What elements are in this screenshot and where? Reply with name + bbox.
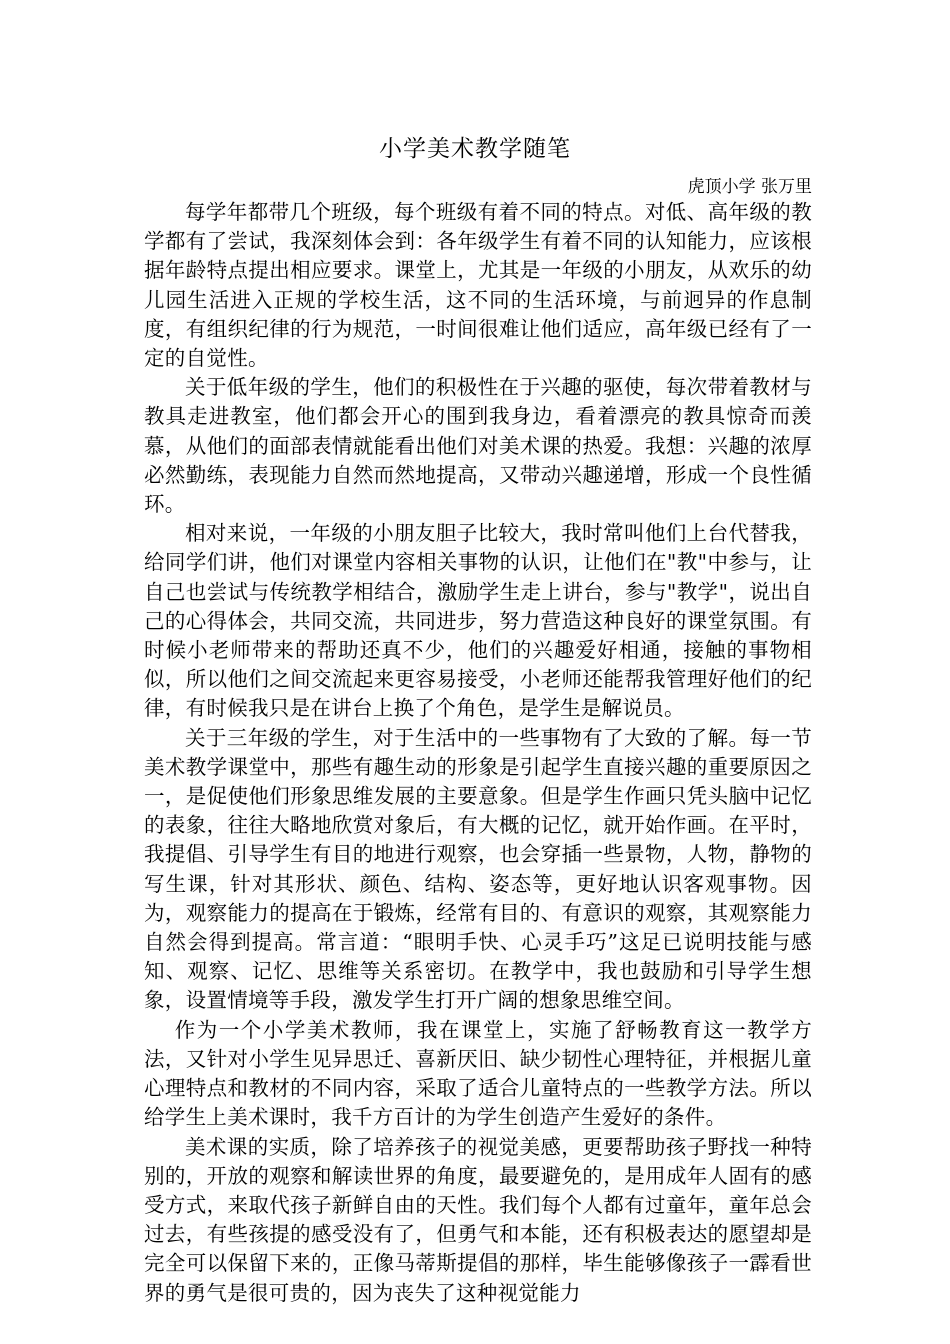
paragraph: 相对来说，一年级的小朋友胆子比较大，我时常叫他们上台代替我，给同学们讲，他们对课堂内容相关事物的认识，让他们在"教"中参与，让自己也尝试与传统教学相结合，激励学生走上讲台，参与"教学"，说出自己的心得体会，共同交流，共同进步，努力营造这种良好的课堂氛围。有时候小老师带来的帮助还真不少，他们的兴趣爱好相通，接触的事物相似，所以他们之间交流起来更容易接受，小老师还能帮我管理好他们的纪律，有时候我只是在讲台上换了个角色，是学生是解说员。 [144,521,812,721]
paragraph: 每学年都带几个班级，每个班级有着不同的特点。对低、高年级的教学都有了尝试，我深刻体会到：各年级学生有着不同的认知能力，应该根据年龄特点提出相应要求。课堂上，尤其是一年级的小朋友，从欢乐的幼儿园生活进入正规的学校生活，这不同的生活环境，与前迥异的作息制度，有组织纪律的行为规范，一时间很难让他们适应，高年级已经有了一定的自觉性。 [144,200,812,371]
document-title: 小学美术教学随笔 [379,136,571,162]
paragraph: 作为一个小学美术教师，我在课堂上，实施了舒畅教育这一教学方法，又针对小学生见异思迁、喜新厌旧、缺少韧性心理特征，并根据儿童心理特点和教材的不同内容，采取了适合儿童特点的一些教学方法。所以给学生上美术课时，我千方百计的为学生创造产生爱好的条件。 [144,1017,812,1130]
paragraph: 美术课的实质，除了培养孩子的视觉美感，更要帮助孩子野找一种特别的，开放的观察和解读世界的角度，最要避免的，是用成年人固有的感受方式，来取代孩子新鲜自由的天性。我们每个人都有过童年，童年总会过去，有些孩提的感受没有了，但勇气和本能，还有积极表达的愿望却是完全可以保留下来的，正像马蒂斯提倡的那样，毕生能够像孩子一霹看世界的勇气是很可贵的，因为丧失了这种视觉能力 [144,1134,812,1305]
paragraph: 关于低年级的学生，他们的积极性在于兴趣的驱使，每次带着教材与教具走进教室，他们都会开心的围到我身边，看着漂亮的教具惊奇而羡慕，从他们的面部表情就能看出他们对美术课的热爱。我想：兴趣的浓厚必然勤练，表现能力自然而然地提高，又带动兴趣递增，形成一个良性循环。 [144,375,812,517]
document-body [144,198,812,1308]
author-line: 虎顶小学 张万里 [687,177,812,197]
paragraph: 关于三年级的学生，对于生活中的一些事物有了大致的了解。每一节美术教学课堂中，那些有趣生动的形象是引起学生直接兴趣的重要原因之一，是促使他们形象思维发展的主要意象。但是学生作画只凭头脑中记忆的表象，往往大略地欣赏对象后，有大概的记忆，就开始作画。在平时，我提倡、引导学生有目的地进行观察，也会穿插一些景物，人物，静物的写生课，针对其形状、颜色、结构、姿态等，更好地认识客观事物。因为，观察能力的提高在于锻炼，经常有目的、有意识的观察，其观察能力自然会得到提高。常言道：“眼明手快、心灵手巧”这足已说明技能与感知、观察、记忆、思维等关系密切。在教学中，我也鼓励和引导学生想象，设置情境等手段，激发学生打开广阔的想象思维空间。 [144,725,812,1013]
